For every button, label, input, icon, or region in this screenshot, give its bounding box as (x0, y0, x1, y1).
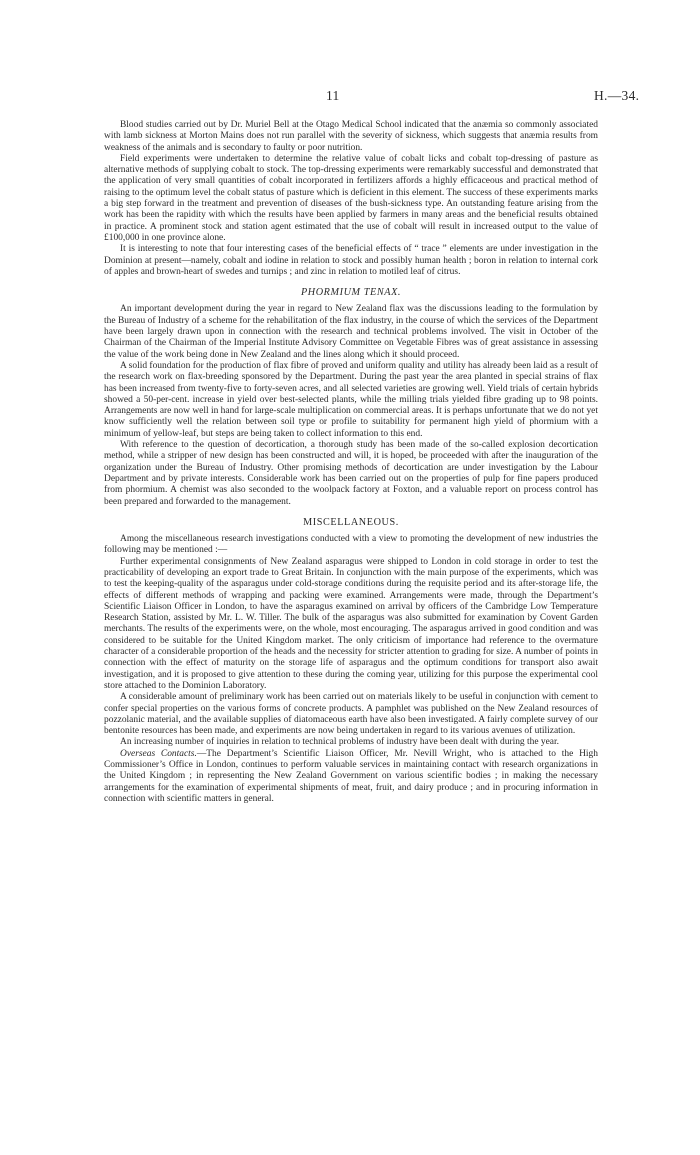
section-heading-phormium-tenax: PHORMIUM TENAX. (300, 287, 402, 299)
document-reference: H.—34. (594, 88, 640, 103)
paragraph-field-experiments: Field experiments were undertaken to determine the relative value of cobalt licks and cobalt top-dressing of pasture as alternative methods of supplying cobalt to stock. The top-dressing experiments were remarkably successful and demonstrated that the application of very small quantities of cobalt incorporated in fertilizers affords a highly efficaceous and practical method of raising to the optimum level the cobalt status of pasture which is deficient in this element. The success of these experiments marks a big step forward in the treatment and prevention of diseases of the bush-sickness type. An outstanding feature arising from the work has been the rapidity with which the results have been applied by farmers in many areas and the beneficial results obtained in practice. A prominent stock and station agent estimated that the use of cobalt will result in increased output to the value of £100,000 in one province alone. (104, 153, 598, 243)
paragraph-trace-elements: It is interesting to note that four interesting cases of the beneficial effects of “ trace ” elements are under investigation in the Dominion at present—namely, cobalt and iodine in relation to stock and possibly human health ; boron in relation to internal cork of apples and brown-heart of swedes and turnips ; and zinc in relation to motiled leaf of citrus. (104, 244, 598, 277)
paragraph-overseas-contacts (104, 749, 598, 805)
paragraph-asparagus: Further experimental consignments of New Zealand asparagus were shipped to London in cold storage in order to test the practicability of developing an export trade to Great Britain. In conjunction with the main purpose of the experiments, which was to test the keeping-quality of the asparagus under cold-storage conditions during the requisite period and its after-storage life, the effects of different methods of wrapping and packing were examined. Arrangements were made, through the Department’s Scientific Liaison Officer in London, to have the asparagus examined on arrival by officers of the Cambridge Low Temperature Research Station, assisted by Mr. L. W. Tiller. The bulk of the asparagus was also submitted for examination by Covent Garden merchants. The results of the experiments were, on the whole, most encouraging. The asparagus arrived in good condition and was considered to be suitable for the United Kingdom market. The only criticism of importance had reference to the overmature character of a considerable proportion of the heads and the necessity for stricter attention to grading for size. A number of points in connection with the effect of maturity on the storage life of asparagus and the optimum conditions for transport also await investigation, and it is proposed to give attention to these during the coming year, utilizing for this purpose the experimental cool store attached to the Dominion Laboratory. (104, 556, 598, 691)
paragraph-lead-overseas-contacts: Overseas Contacts. (120, 748, 197, 759)
document-body (104, 120, 598, 805)
paragraph-overseas-contacts-text: —The Department’s Scientific Liaison Officer, Mr. Nevill Wright, who is attached to the High Commissioner’s Office in London, continues to perform valuable services in maintaining contact with research organizations in the United Kingdom ; in representing the New Zealand Government on various scientific bodies ; in making the necessary arrangements for the examination of experimental shipments of meat, fruit, and dairy produce ; and in procuring information in connection with scientific matters in general. (104, 748, 598, 804)
paragraph-decortication: With reference to the question of decortication, a thorough study has been made of the so-called explosion decortication method, while a stripper of new design has been constructed and will, it is hoped, be proceeded with after the inauguration of the organization under the Bureau of Industry. Other promising methods of decortication are under investigation by the Labour Department and by private interests. Considerable work has been carried out on the properties of pulp for fine papers produced from phormium. A chemist was also seconded to the woolpack factory at Foxton, and a valuable report on process control has been prepared and forwarded to the management. (104, 440, 598, 507)
paragraph-inquiries: An increasing number of inquiries in relation to technical problems of industry have been dealt with during the year. (120, 737, 559, 748)
paragraph-flax-foundation: A solid foundation for the production of flax fibre of proved and uniform quality and utility has already been laid as a result of the research work on flax-breeding sponsored by the Department. During the past year the area planted in special strains of flax has been increased from twenty-five to forty-seven acres, and all selected varieties are growing well. Yield trials of certain hybrids showed a 50-per-cent. increase in yield over best-selected plants, while the milling trials yielded fibre grading up to 98 points. Arrangements are now well in hand for large-scale multiplication on commercial areas. It is perhaps unfortunate that we do not yet know sufficiently well the relation between soil type or profile to suitability for permanent high yield of phormium with a minimum of yellow-leaf, but steps are being taken to collect information to this end. (104, 360, 598, 439)
paragraph-cement-materials: A considerable amount of preliminary work has been carried out on materials likely to be useful in conjunction with cement to confer special properties on the various forms of concrete products. A pamphlet was published on the New Zealand resources of pozzolanic material, and the available supplies of diatomaceous earth have also been investigated. A fairly complete survey of our bentonite resources has been made, and experiments are now being undertaken in regard to its various avenues of utilization. (104, 692, 598, 737)
paragraph-misc-intro: Among the miscellaneous research investigations conducted with a view to promoting the development of new industries the following may be mentioned :— (104, 534, 598, 556)
paragraph-blood-studies: Blood studies carried out by Dr. Muriel Bell at the Otago Medical School indicated that the anæmia so commonly associated with lamb sickness at Morton Mains does not run parallel with the severity of sickness, which suggests that anæmia results from weakness of the animals and is secondary to faulty or poor nutrition. (104, 120, 598, 153)
section-heading-miscellaneous: MISCELLANEOUS. (303, 516, 399, 528)
page-number: 11 (326, 88, 340, 103)
page-header (0, 88, 700, 108)
paragraph-flax-development: An important development during the year in regard to New Zealand flax was the discussions leading to the formulation by the Bureau of Industry of a scheme for the rehabilitation of the flax industry, in the course of which the services of the Department have been largely drawn upon in connection with the research and technical problems involved. The visit in October of the Chairman of the Chairman of the Imperial Institute Advisory Committee on Vegetable Fibres was of great assistance in assessing the value of the work being done in New Zealand and the lines along which it should proceed. (104, 304, 598, 360)
